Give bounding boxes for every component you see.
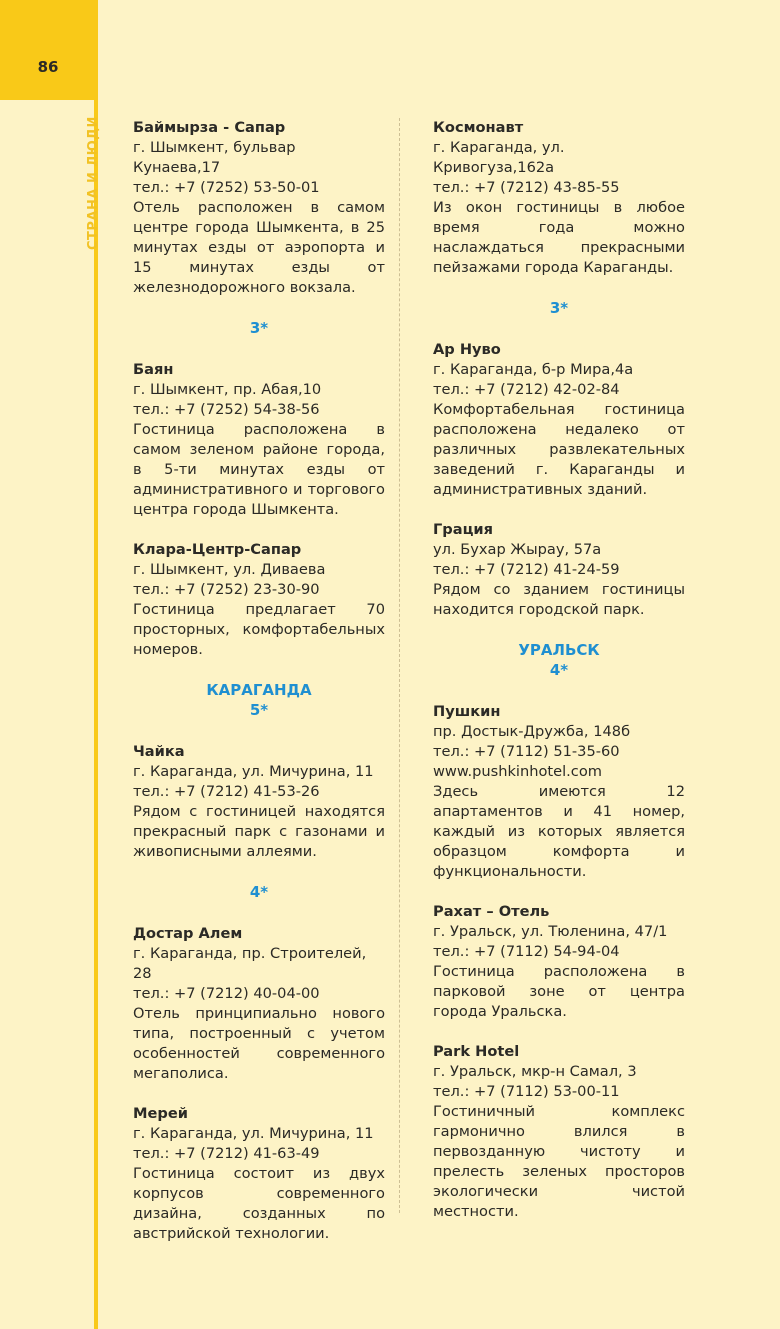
hotel-description: Рядом с гостиницей находятся прекрасный парк с газонами и живописными аллеями. xyxy=(133,803,385,860)
hotel-description: Гостиница расположена в парковой зоне от центра города Уральска. xyxy=(433,963,685,1020)
hotel-phone: тел.: +7 (7112) 51-35-60 xyxy=(433,743,620,760)
hotel-name: Грация xyxy=(433,521,494,538)
hotel-entry xyxy=(433,520,685,620)
hotel-entry xyxy=(133,118,385,298)
hotel-website: www.pushkinhotel.com xyxy=(433,763,602,780)
hotel-address: г. Шымкент, пр. Абая,10 xyxy=(133,381,322,398)
hotel-entry xyxy=(433,340,685,500)
hotel-phone: тел.: +7 (7212) 41-63-49 xyxy=(133,1145,320,1162)
hotel-entry xyxy=(133,742,385,862)
hotel-description: Отель расположен в самом центре города Шымкента, в 25 минутах езды от аэропорта и 15 минутах езды от железнодорожного вокзала. xyxy=(133,199,385,296)
hotel-entry xyxy=(133,540,385,660)
hotel-entry xyxy=(433,1042,685,1222)
hotel-name: Пушкин xyxy=(433,703,501,720)
hotel-name: Ар Нуво xyxy=(433,341,501,358)
hotel-address: г. Караганда, ул. Мичурина, 11 xyxy=(133,763,374,780)
hotel-address: г. Караганда, ул. Мичурина, 11 xyxy=(133,1125,374,1142)
page-tab xyxy=(0,0,96,100)
city-heading: КАРАГАНДА xyxy=(206,681,312,699)
hotel-phone: тел.: +7 (7252) 54-38-56 xyxy=(133,401,320,418)
hotel-description: Гостиничный комплекс гармонично влился в первозданную чистоту и прелесть зеленых просторов экологически чистой местности. xyxy=(433,1103,685,1220)
hotel-name: Park Hotel xyxy=(433,1043,520,1060)
right-column xyxy=(433,118,685,1242)
hotel-address: г. Караганда, пр. Строителей, 28 xyxy=(133,945,367,982)
hotel-phone: тел.: +7 (7212) 43-85-55 xyxy=(433,179,620,196)
hotel-phone: тел.: +7 (7212) 42-02-84 xyxy=(433,381,620,398)
hotel-address: пр. Достык-Дружба, 148б xyxy=(433,723,631,740)
hotel-address: ул. Бухар Жырау, 57а xyxy=(433,541,602,558)
side-band xyxy=(0,0,95,1329)
star-rating-heading: 5* xyxy=(249,701,269,719)
hotel-description: Из окон гостиницы в любое время года можно наслаждаться прекрасными пейзажами города Караганды. xyxy=(433,199,685,276)
hotel-address: г. Караганда, б-р Мира,4а xyxy=(433,361,634,378)
hotel-entry xyxy=(133,924,385,1084)
hotel-phone: тел.: +7 (7212) 41-24-59 xyxy=(433,561,620,578)
hotel-phone: тел.: +7 (7112) 54-94-04 xyxy=(433,943,620,960)
city-heading: УРАЛЬСК xyxy=(518,641,600,659)
hotel-phone: тел.: +7 (7252) 23-30-90 xyxy=(133,581,320,598)
hotel-entry xyxy=(433,902,685,1022)
hotel-phone: тел.: +7 (7252) 53-50-01 xyxy=(133,179,320,196)
hotel-phone: тел.: +7 (7112) 53-00-11 xyxy=(433,1083,620,1100)
hotel-name: Космонавт xyxy=(433,119,524,136)
hotel-address: г. Уральск, мкр-н Самал, 3 xyxy=(433,1063,637,1080)
hotel-description: Отель принципиально нового типа, построенный с учетом особенностей современного мегаполиса. xyxy=(133,1005,385,1082)
hotel-description: Здесь имеются 12 апартаментов и 41 номер, каждый из которых является образцом комфорта и функциональности. xyxy=(433,783,685,880)
column-divider xyxy=(399,118,400,1213)
hotel-description: Гостиница расположена в самом зеленом районе города, в 5-ти минутах езды от административного и торгового центра города Шымкента. xyxy=(133,421,385,518)
hotel-description: Гостиница предлагает 70 просторных, комфортабельных номеров. xyxy=(133,601,385,658)
star-rating-heading: 3* xyxy=(549,299,569,317)
hotel-name: Мерей xyxy=(133,1105,188,1122)
hotel-name: Рахат – Отель xyxy=(433,903,550,920)
hotel-name: Баян xyxy=(133,361,174,378)
hotel-entry xyxy=(433,702,685,882)
hotel-address: г. Уральск, ул. Тюленина, 47/1 xyxy=(433,923,668,940)
page-number: 86 xyxy=(37,58,59,76)
hotel-description: Рядом со зданием гостиницы находится городской парк. xyxy=(433,581,685,618)
hotel-description: Гостиница состоит из двух корпусов современного дизайна, созданных по австрийской технологии. xyxy=(133,1165,385,1242)
hotel-name: Чайка xyxy=(133,743,185,760)
star-rating-heading: 4* xyxy=(549,661,569,679)
hotel-name: Достар Алем xyxy=(133,925,243,942)
star-rating-heading: 4* xyxy=(249,883,269,901)
star-rating-heading: 3* xyxy=(249,319,269,337)
hotel-entry xyxy=(133,1104,385,1244)
hotel-description: Комфортабельная гостиница расположена недалеко от различных развлекательных заведений г. Караганды и административных зданий. xyxy=(433,401,685,498)
hotel-phone: тел.: +7 (7212) 40-04-00 xyxy=(133,985,320,1002)
hotel-name: Клара-Центр-Сапар xyxy=(133,541,302,558)
hotel-name: Баймырза - Сапар xyxy=(133,119,286,136)
hotel-entry xyxy=(133,360,385,520)
hotel-address: г. Шымкент, бульвар Кунаева,17 xyxy=(133,139,296,176)
section-label: СТРАНА И ЛЮДИ xyxy=(86,116,101,250)
hotel-phone: тел.: +7 (7212) 41-53-26 xyxy=(133,783,320,800)
left-column xyxy=(133,118,385,1264)
hotel-address: г. Шымкент, ул. Диваева xyxy=(133,561,326,578)
hotel-entry xyxy=(433,118,685,278)
hotel-address: г. Караганда, ул. Кривогуза,162а xyxy=(433,139,565,176)
